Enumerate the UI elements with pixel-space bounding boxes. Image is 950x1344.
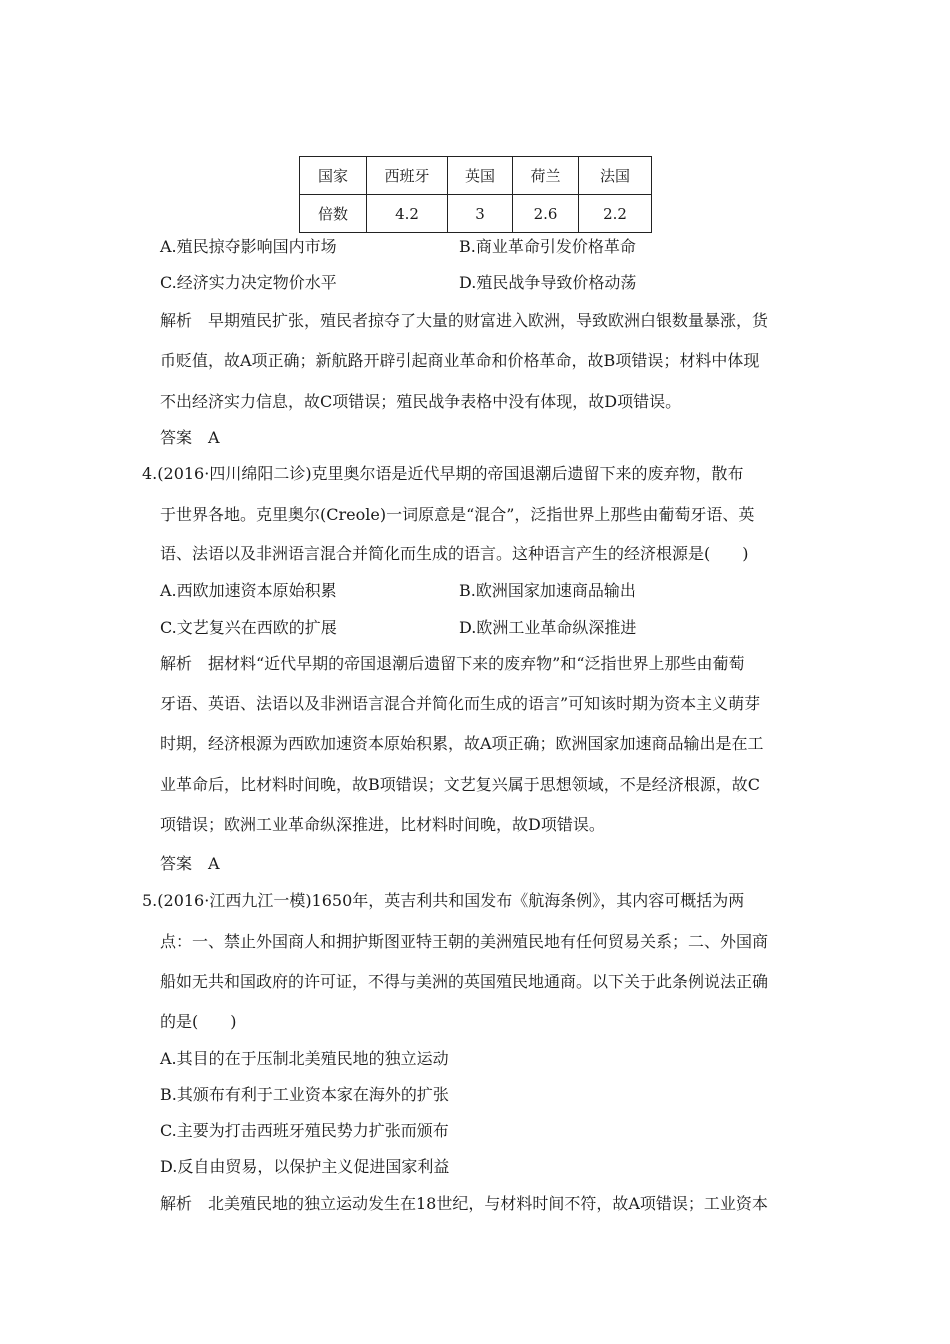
table-header-cell: 法国 <box>579 157 652 195</box>
q4-option-a: A.西欧加速资本原始积累 <box>160 581 337 600</box>
table-cell: 3 <box>448 195 513 233</box>
q4-answer: 答案 A <box>160 854 220 873</box>
q5-analysis-line: 解析 北美殖民地的独立运动发生在18世纪，与材料时间不符，故A项错误；工业资本 <box>160 1194 768 1213</box>
q5-option-b: B.其颁布有利于工业资本家在海外的扩张 <box>160 1085 449 1104</box>
q4-analysis-line: 项错误；欧洲工业革命纵深推进，比材料时间晚，故D项错误。 <box>160 815 605 834</box>
q5-option-a: A.其目的在于压制北美殖民地的独立运动 <box>160 1049 449 1068</box>
q4-option-c: C.文艺复兴在西欧的扩展 <box>160 618 337 637</box>
q3-option-a: A.殖民掠夺影响国内市场 <box>160 237 337 256</box>
q4-stem-line: 于世界各地。克里奥尔(Creole)一词原意是“混合”，泛指世界上那些由葡萄牙语、英 <box>160 505 755 524</box>
table-row <box>300 157 652 195</box>
q3-option-d: D.殖民战争导致价格动荡 <box>459 273 637 292</box>
q5-option-d: D.反自由贸易，以保护主义促进国家利益 <box>160 1157 450 1176</box>
table-header-cell: 国家 <box>300 157 367 195</box>
q5-stem-line: 船如无共和国政府的许可证，不得与美洲的英国殖民地通商。以下关于此条例说法正确 <box>160 972 769 991</box>
q3-option-c: C.经济实力决定物价水平 <box>160 273 337 292</box>
q4-stem-line: 语、法语以及非洲语言混合并简化而生成的语言。这种语言产生的经济根源是( ) <box>160 544 749 563</box>
q5-stem-line: 5.(2016·江西九江一模)1650年，英吉利共和国发布《航海条例》，其内容可概括为两 <box>142 891 745 910</box>
table-cell: 2.6 <box>513 195 579 233</box>
q3-analysis-line: 币贬值，故A项正确；新航路开辟引起商业革命和价格革命，故B项错误；材料中体现 <box>160 351 760 370</box>
q5-stem-line: 点：一、禁止外国商人和拥护斯图亚特王朝的美洲殖民地有任何贸易关系；二、外国商 <box>160 932 769 951</box>
q5-stem-line: 的是( ) <box>160 1012 237 1031</box>
table-header-cell: 英国 <box>448 157 513 195</box>
data-table <box>299 156 652 233</box>
q4-analysis-line: 业革命后，比材料时间晚，故B项错误；文艺复兴属于思想领域，不是经济根源，故C <box>160 775 761 794</box>
table-cell: 2.2 <box>579 195 652 233</box>
table-cell: 4.2 <box>367 195 448 233</box>
q4-option-d: D.欧洲工业革命纵深推进 <box>459 618 637 637</box>
q3-analysis-line: 解析 早期殖民扩张，殖民者掠夺了大量的财富进入欧洲，导致欧洲白银数量暴涨，货 <box>160 311 769 330</box>
q3-analysis-line: 不出经济实力信息，故C项错误；殖民战争表格中没有体现，故D项错误。 <box>160 392 682 411</box>
q3-answer: 答案 A <box>160 428 220 447</box>
table-header-cell: 西班牙 <box>367 157 448 195</box>
q4-analysis-line: 时期，经济根源为西欧加速资本原始积累，故A项正确；欧洲国家加速商品输出是在工 <box>160 734 764 753</box>
q4-analysis-line: 解析 据材料“近代早期的帝国退潮后遗留下来的废弃物”和“泛指世界上那些由葡萄 <box>160 654 745 673</box>
q3-option-b: B.商业革命引发价格革命 <box>459 237 636 256</box>
table-row <box>300 195 652 233</box>
q4-analysis-line: 牙语、英语、法语以及非洲语言混合并简化而生成的语言”可知该时期为资本主义萌芽 <box>160 694 761 713</box>
q4-stem-line: 4.(2016·四川绵阳二诊)克里奥尔语是近代早期的帝国退潮后遗留下来的废弃物，散布 <box>142 464 744 483</box>
q5-option-c: C.主要为打击西班牙殖民势力扩张而颁布 <box>160 1121 449 1140</box>
q4-option-b: B.欧洲国家加速商品输出 <box>459 581 636 600</box>
table-cell: 倍数 <box>300 195 367 233</box>
table-header-cell: 荷兰 <box>513 157 579 195</box>
